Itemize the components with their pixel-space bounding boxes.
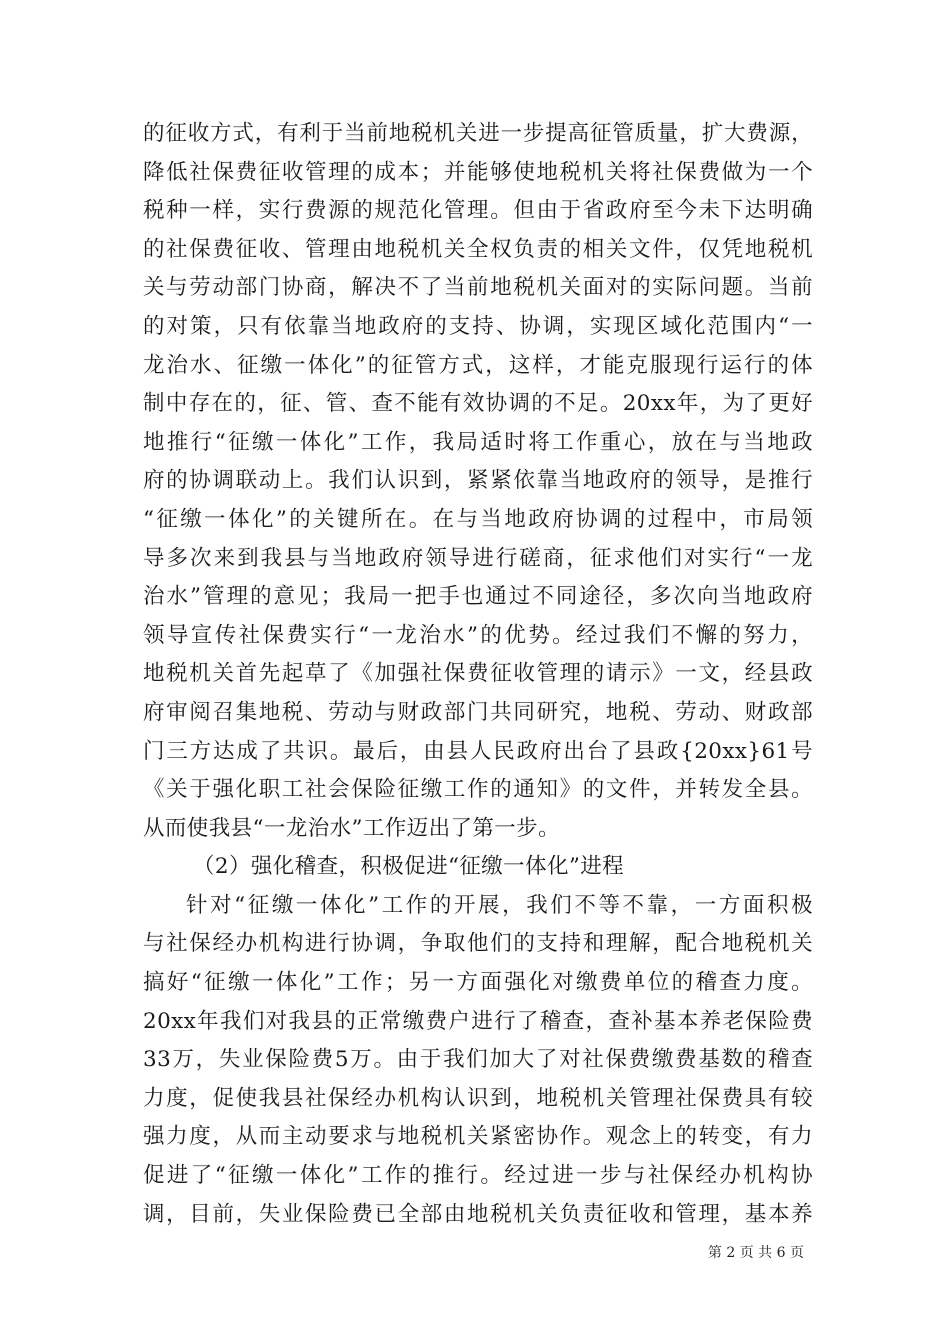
body-text xyxy=(143,115,813,1234)
section-heading: （2）强化稽查，积极促进“征缴一体化”进程 xyxy=(193,854,625,880)
text-line: 调，目前，失业保险费已全部由地税机关负责征收和管理，基本养 xyxy=(143,1201,813,1227)
text-line: 强力度，从而主动要求与地税机关紧密协作。观念上的转变，有力 xyxy=(143,1124,813,1150)
text-line: 降低社保费征收管理的成本；并能够使地税机关将社保费做为一个 xyxy=(143,159,813,185)
text-line: 制中存在的，征、管、查不能有效协调的不足。20xx年，为了更好 xyxy=(143,391,813,417)
text-line: 的对策，只有依靠当地政府的支持、协调，实现区域化范围内“一 xyxy=(143,313,813,339)
text-line: 力度，促使我县社保经办机构认识到，地税机关管理社保费具有较 xyxy=(143,1085,813,1111)
text-line: 促进了“征缴一体化”工作的推行。经过进一步与社保经办机构协 xyxy=(143,1163,813,1189)
text-line: 地税机关首先起草了《加强社保费征收管理的请示》一文，经县政 xyxy=(143,661,813,687)
text-line: 地推行“征缴一体化”工作，我局适时将工作重心，放在与当地政 xyxy=(143,429,813,455)
text-line: 府的协调联动上。我们认识到，紧紧依靠当地政府的领导，是推行 xyxy=(143,468,813,494)
text-line: 龙治水、征缴一体化”的征管方式，这样，才能克服现行运行的体 xyxy=(143,352,813,378)
text-line: 门三方达成了共识。最后，由县人民政府出台了县政{20xx}61号 xyxy=(143,738,813,764)
text-line: 的征收方式，有利于当前地税机关进一步提高征管质量，扩大费源， xyxy=(143,121,813,146)
text-line: 导多次来到我县与当地政府领导进行磋商，征求他们对实行“一龙 xyxy=(143,545,813,571)
text-line: 针对“征缴一体化”工作的开展，我们不等不靠，一方面积极 xyxy=(186,892,813,918)
text-line: 《关于强化职工社会保险征缴工作的通知》的文件，并转发全县。 xyxy=(143,777,813,803)
text-line: 府审阅召集地税、劳动与财政部门共同研究，地税、劳动、财政部 xyxy=(143,699,813,725)
text-line: 从而使我县“一龙治水”工作迈出了第一步。 xyxy=(143,815,560,841)
page-number: 第 2 页 共 6 页 xyxy=(707,1245,804,1261)
text-line: 的社保费征收、管理由地税机关全权负责的相关文件，仅凭地税机 xyxy=(143,236,813,262)
text-line: 治水”管理的意见；我局一把手也通过不同途径，多次向当地政府 xyxy=(143,584,813,610)
text-line: 20xx年我们对我县的正常缴费户进行了稽查，查补基本养老保险费 xyxy=(143,1008,813,1034)
text-line: 搞好“征缴一体化”工作；另一方面强化对缴费单位的稽查力度。 xyxy=(143,970,813,996)
text-line: 领导宣传社保费实行“一龙治水”的优势。经过我们不懈的努力， xyxy=(143,622,813,648)
text-line: 税种一样，实行费源的规范化管理。但由于省政府至今未下达明确 xyxy=(143,198,813,224)
text-line: “征缴一体化”的关键所在。在与当地政府协调的过程中，市局领 xyxy=(143,506,813,532)
text-line: 33万，失业保险费5万。由于我们加大了对社保费缴费基数的稽查 xyxy=(143,1047,813,1073)
text-line: 与社保经办机构进行协调，争取他们的支持和理解，配合地税机关 xyxy=(143,931,813,957)
text-line: 关与劳动部门协商，解决不了当前地税机关面对的实际问题。当前 xyxy=(143,275,813,301)
